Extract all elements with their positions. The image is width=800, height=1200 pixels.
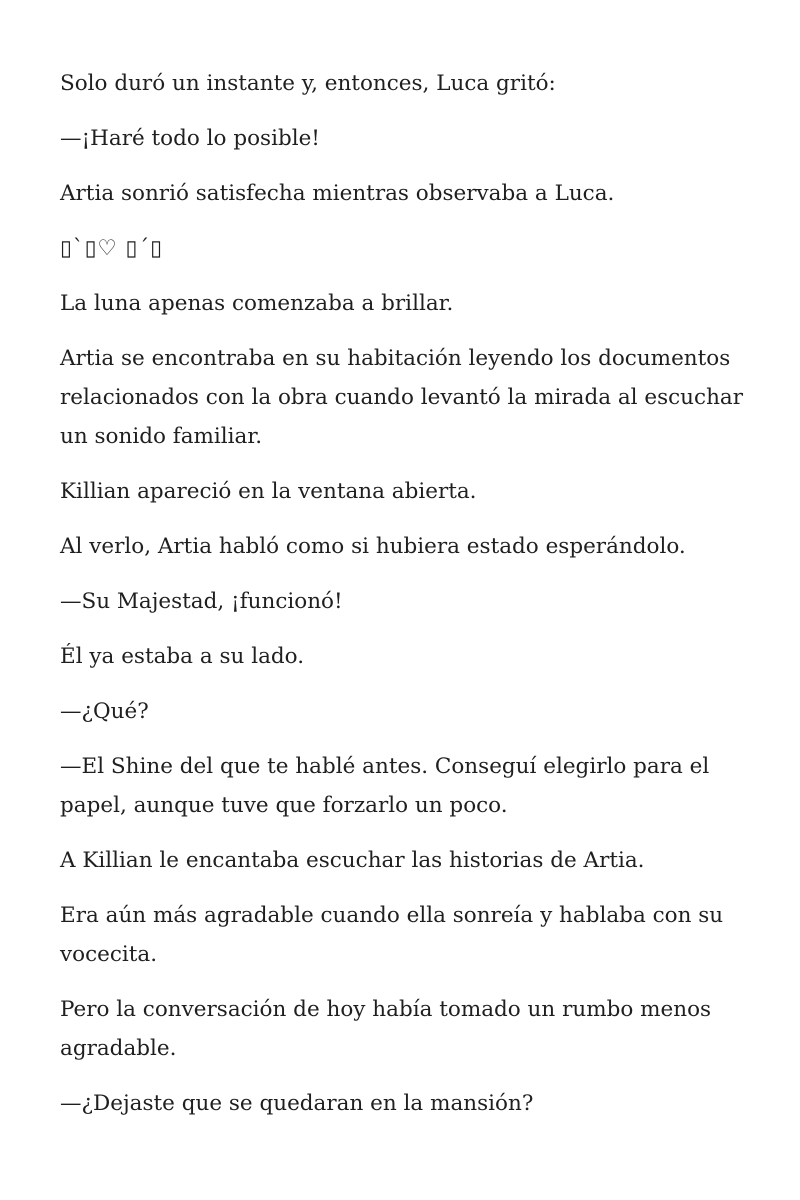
book-page	[60, 64, 750, 1139]
paragraph: Solo duró un instante y, entonces, Luca gritó:	[60, 71, 556, 96]
dialogue-paragraph: —Su Majestad, ¡funcionó!	[60, 589, 343, 614]
dialogue-paragraph: —¿Dejaste que se quedaran en la mansión?	[60, 1091, 534, 1116]
paragraph: Era aún más agradable cuando ella sonreía y hablaba con su vocecita.	[60, 903, 724, 967]
dialogue-paragraph: —¿Qué?	[60, 699, 149, 724]
paragraph: Pero la conversación de hoy había tomado un rumbo menos agradable.	[60, 997, 712, 1061]
paragraph: Él ya estaba a su lado.	[60, 644, 305, 669]
paragraph: Killian apareció en la ventana abierta.	[60, 479, 477, 504]
paragraph: Al verlo, Artia habló como si hubiera estado esperándolo.	[60, 534, 686, 559]
scene-divider: ▯`▯♡ ▯´▯	[60, 236, 163, 261]
paragraph: Artia sonrió satisfecha mientras observaba a Luca.	[60, 181, 615, 206]
paragraph: Artia se encontraba en su habitación leyendo los documentos relacionados con la obra cuando levantó la mirada al escuchar un sonido familiar.	[60, 346, 744, 449]
dialogue-paragraph: —¡Haré todo lo posible!	[60, 126, 320, 151]
dialogue-paragraph: —El Shine del que te hablé antes. Conseguí elegirlo para el papel, aunque tuve que forzarlo un poco.	[60, 754, 710, 818]
paragraph: La luna apenas comenzaba a brillar.	[60, 291, 454, 316]
paragraph: A Killian le encantaba escuchar las historias de Artia.	[60, 848, 645, 873]
